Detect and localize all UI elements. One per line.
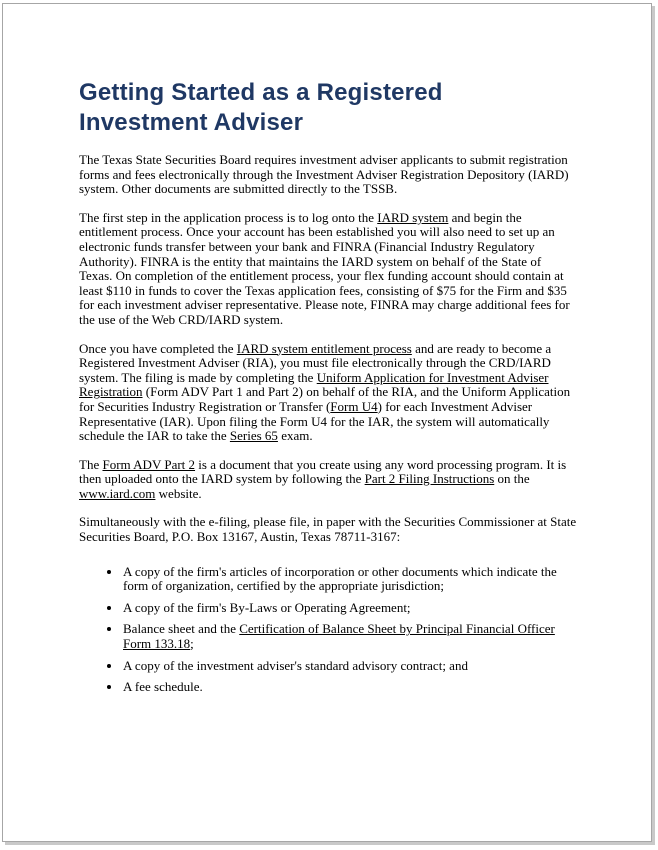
list-item: • Balance sheet and the Certification of Balance Sheet by Principal Financial Officer Form 133.18; xyxy=(122,622,577,651)
inline-link[interactable]: Part 2 Filing Instructions xyxy=(364,471,495,487)
paragraph-intro: The Texas State Securities Board requires investment adviser applicants to submit registration forms and fees electronically through the Investment Adviser Registration Depository (IARD) system. Other documents are submitted directly to the TSSB. xyxy=(79,152,569,197)
paragraph-first-step: The first step in the application process is to log onto the IARD system and begin the entitlement process. Once your account has been established you will also need to set up an electronic funds transfer between your bank and FINRA (Financial Industry Regulatory Authority). FINRA is the entity that maintains the IARD system on behalf of the State of Texas. On completion of the entitlement process, your flex funding account should contain at least $110 in funds to cover the Texas application fees, consisting of $75 for the Firm and $35 for each investment adviser representative. Please note, FINRA may charge additional fees for the use of the Web CRD/IARD system. xyxy=(79,209,570,327)
inline-link[interactable]: Certification of Balance Sheet by Principal Financial Officer Form 133.18 xyxy=(123,621,555,652)
list-item: • A copy of the firm's articles of incorporation or other documents which indicate the form of organization, certified by the appropriate jurisdiction; xyxy=(122,565,577,594)
document-page xyxy=(2,3,652,842)
list-item: • A copy of the investment adviser's standard advisory contract; and xyxy=(122,659,577,674)
list-item: • A fee schedule. xyxy=(122,680,577,695)
paragraph-paper-filing: Simultaneously with the e-filing, please file, in paper with the Securities Commissioner at State Securities Board, P.O. Box 13167, Austin, Texas 78711-3167: xyxy=(79,514,577,545)
paragraph-form-adv: The Form ADV Part 2 is a document that you create using any word processing program. It is then uploaded onto the IARD system by following the Part 2 Filing Instructions on the www.iard.com website. xyxy=(79,456,567,501)
inline-link[interactable]: IARD system xyxy=(377,209,449,225)
bullet-list xyxy=(79,565,577,695)
inline-link[interactable]: Form ADV Part 2 xyxy=(102,456,196,472)
inline-link[interactable]: Series 65 xyxy=(229,428,278,444)
inline-link[interactable]: Form U4 xyxy=(330,398,378,414)
inline-link[interactable]: www.iard.com xyxy=(79,485,156,501)
inline-link[interactable]: Uniform Application for Investment Adviser Registration xyxy=(79,369,549,400)
list-item: • A copy of the firm's By-Laws or Operating Agreement; xyxy=(122,601,577,616)
paragraph-filing: Once you have completed the IARD system entitlement process and are ready to become a Registered Investment Adviser (RIA), you must file electronically through the CRD/IARD system. The filing is made by completing the Uniform Application for Investment Adviser Registration (Form ADV Part 1 and Part 2) on behalf of the RIA, and the Uniform Application for Securities Industry Registration or Transfer (Form U4) for each Investment Adviser Representative (IAR). Upon filing the Form U4 for the IAR, the system will automatically schedule the IAR to take the Series 65 exam. xyxy=(79,340,571,444)
inline-link[interactable]: IARD system entitlement process xyxy=(236,340,412,356)
page-title: Getting Started as a Registered Investment Adviser xyxy=(79,79,443,136)
